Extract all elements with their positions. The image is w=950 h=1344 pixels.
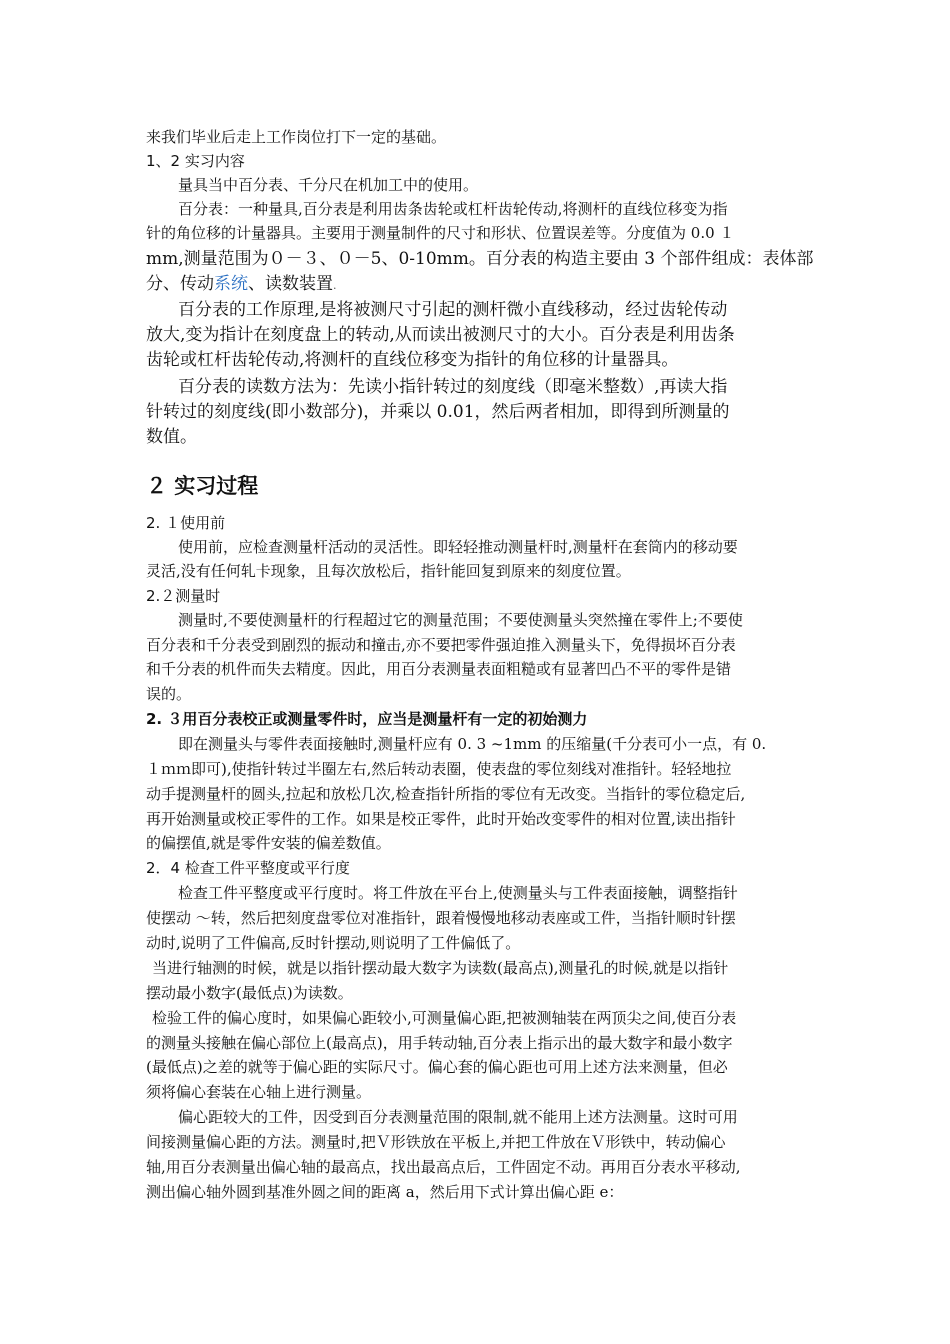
s12-p3-line-1: 百分表的工作原理,是将被测尺寸引起的测杆微小直线移动，经过齿轮传动 <box>178 300 728 320</box>
s12-p2-line-4-b: 、读数装置 <box>248 274 333 294</box>
p7-line-4: 测出偏心轴外圆到基准外圆之间的距离 a，然后用下式计算出偏心距 e： <box>146 1183 624 1201</box>
s12-p3-line-3: 齿轮或杠杆齿轮传动,将测杆的直线位移变为指针的角位移的计量器具。 <box>146 350 679 370</box>
p5-line-2: 摆动最小数字(最低点)为读数。 <box>146 984 353 1002</box>
s12-paragraph-1: 量具当中百分表、千分尺在机加工中的使用。 <box>178 176 479 194</box>
p7-line-2: 间接测量偏心距的方法。测量时,把Ｖ形铁放在平板上,并把工件放在Ｖ形铁中，转动偏心 <box>146 1133 726 1151</box>
s21-line-2: 灵活,没有任何轧卡现象，且每次放松后，指针能回复到原来的刻度位置。 <box>146 562 631 580</box>
s12-p2-line-1: 百分表：一种量具,百分表是利用齿条齿轮或杠杆齿轮传动,将测杆的直线位移变为指 <box>178 200 728 218</box>
intro-line-1: 来我们毕业后走上工作岗位打下一定的基础。 <box>146 128 447 146</box>
p6-line-4: 须将偏心套装在心轴上进行测量。 <box>146 1083 372 1101</box>
p5-line-1: 当进行轴测的时候，就是以指针摆动最大数字为读数(最高点),测量孔的时候,就是以指针 <box>152 959 729 977</box>
s23-line-4: 再开始测量或校正零件的工作。如果是校正零件，此时开始改变零件的相对位置,读出指针 <box>146 810 736 828</box>
s12-p2-line-2: 针的角位移的计量器具。主要用于测量制件的尺寸和形状、位置误差等。分度值为 0.0 １ <box>146 224 735 242</box>
s23-line-1: 即在测量头与零件表面接触时,测量杆应有 0. 3 ~1mm 的压缩量(千分表可小一点，有 0. <box>178 735 767 753</box>
p6-line-1: 检验工件的偏心度时，如果偏心距较小,可测量偏心距,把被测轴装在两顶尖之间,使百分表 <box>152 1009 737 1027</box>
system-link[interactable]: 系统 <box>214 274 248 294</box>
section-2-4-heading: 2．4 检查工件平整度或平行度 <box>146 859 350 877</box>
s12-p4-line-2: 针转过的刻度线(即小数部分)，并乘以 0.01，然后两者相加，即得到所测量的 <box>146 402 730 422</box>
s12-p2-line-4 <box>146 271 337 299</box>
s12-p4-line-3: 数值。 <box>146 427 197 447</box>
section-2-2-heading: 2.２测量时 <box>146 587 221 605</box>
s12-p2-line-4-c: . <box>333 279 337 292</box>
section-2-1-heading: 2. １使用前 <box>146 514 226 532</box>
s12-p2-line-4-a: 分、传动 <box>146 274 214 294</box>
section-1-2-heading: 1、2 实习内容 <box>146 152 245 170</box>
s12-p3-line-2: 放大,变为指计在刻度盘上的转动,从而读出被测尺寸的大小。百分表是利用齿条 <box>146 325 735 345</box>
s24-line-2: 使摆动 ～转，然后把刻度盘零位对准指针，跟着慢慢地移动表座或工件，当指针顺时针摆 <box>146 909 736 927</box>
p7-line-1: 偏心距较大的工件，因受到百分表测量范围的限制,就不能用上述方法测量。这时可用 <box>178 1108 738 1126</box>
section-2-heading: ２ 实习过程 <box>146 474 259 498</box>
s24-line-1: 检查工件平整度或平行度时。将工件放在平台上,使测量头与工件表面接触，调整指针 <box>178 884 738 902</box>
s22-line-1: 测量时,不要使测量杆的行程超过它的测量范围；不要使测量头突然撞在零件上;不要使 <box>178 611 743 629</box>
s24-line-3: 动时,说明了工件偏高,反时针摆动,则说明了工件偏低了。 <box>146 934 521 952</box>
s23-line-5: 的偏摆值,就是零件安装的偏差数值。 <box>146 834 391 852</box>
s23-line-2: １ｍｍ即可),使指针转过半圈左右,然后转动表圈，使表盘的零位刻线对准指针。轻轻地拉 <box>146 760 732 778</box>
s12-p4-line-1: 百分表的读数方法为：先读小指针转过的刻度线（即毫米整数）,再读大指 <box>178 377 728 397</box>
s22-line-3: 和千分表的机件而失去精度。因此，用百分表测量表面粗糙或有显著凹凸不平的零件是错 <box>146 660 732 678</box>
p6-line-3: (最低点)之差的就等于偏心距的实际尺寸。偏心套的偏心距也可用上述方法来测量，但必 <box>146 1058 728 1076</box>
section-2-3-heading: 2. ３用百分表校正或测量零件时，应当是测量杆有一定的初始测力 <box>146 710 588 728</box>
p7-line-3: 轴,用百分表测量出偏心轴的最高点，找出最高点后，工件固定不动。再用百分表水平移动, <box>146 1158 741 1176</box>
s22-line-2: 百分表和千分表受到剧烈的振动和撞击,亦不要把零件强迫推入测量头下，免得损坏百分表 <box>146 636 736 654</box>
s12-p2-line-3: mm,测量范围为０－３、０－5、0-10mm。百分表的构造主要由 3 个部件组成：表体部 <box>146 249 814 269</box>
p6-line-2: 的测量头接触在偏心部位上(最高点)，用手转动轴,百分表上指示出的最大数字和最小数字 <box>146 1034 733 1052</box>
s21-line-1: 使用前，应检查测量杆活动的灵活性。即轻轻推动测量杆时,测量杆在套筒内的移动要 <box>178 538 738 556</box>
s22-line-4: 误的。 <box>146 685 192 703</box>
s23-line-3: 动手提测量杆的圆头,拉起和放松几次,检查指针所指的零位有无改变。当指针的零位稳定后, <box>146 785 746 803</box>
